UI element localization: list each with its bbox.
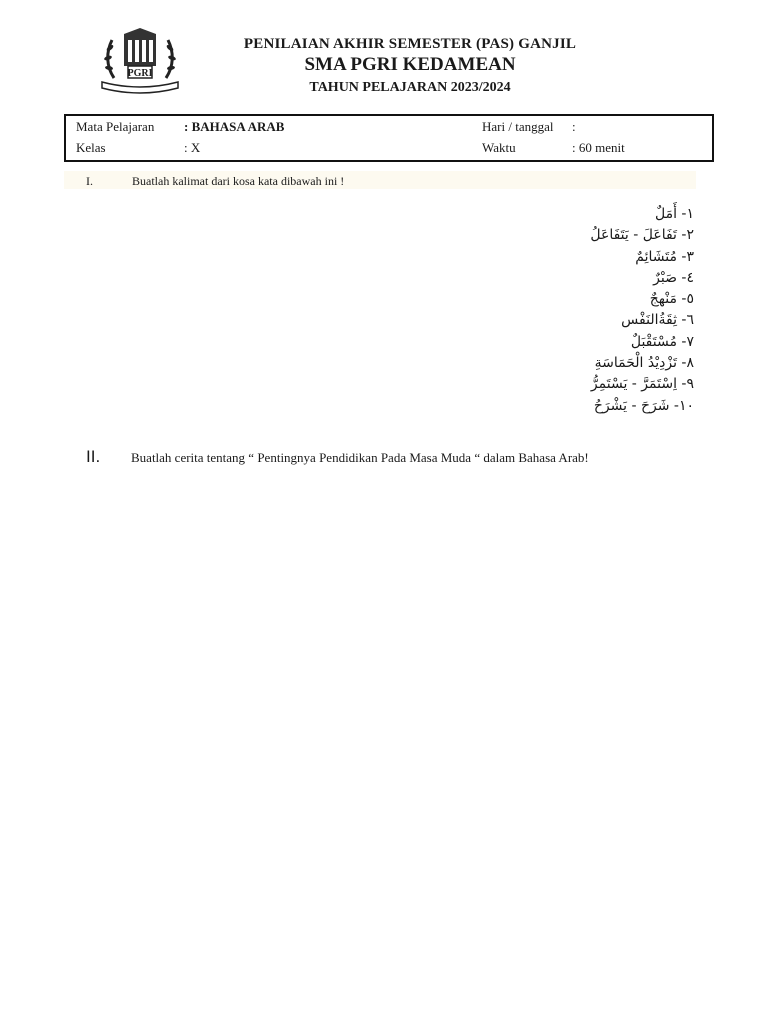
class-label: Kelas: [76, 140, 106, 155]
exam-info-box: [64, 114, 714, 162]
section-1-instruction: Buatlah kalimat dari kosa kata dibawah ini !: [132, 174, 345, 188]
date-value: :: [572, 119, 576, 134]
list-item: ١- أَمَلٌ: [654, 206, 694, 222]
subject-label: Mata Pelajaran: [76, 119, 155, 134]
list-item: ٩- اِسْتَمَرَّ - يَسْتَمِرُّ: [590, 376, 694, 393]
exam-title: PENILAIAN AKHIR SEMESTER (PAS) GANJIL: [243, 36, 577, 52]
school-name: SMA PGRI KEDAMEAN: [304, 54, 516, 75]
section-1-number: I.: [86, 174, 93, 188]
section-2-number: II.: [86, 447, 101, 466]
date-label: Hari / tanggal: [482, 119, 554, 134]
academic-year: TAHUN PELAJARAN 2023/2024: [309, 80, 511, 95]
section-2-instruction: Buatlah cerita tentang “ Pentingnya Pendidikan Pada Masa Muda “ dalam Bahasa Arab!: [131, 450, 589, 465]
list-item: ٣- مُتَشَائِمٌ: [635, 248, 694, 265]
list-item: ٤- صَبْرٌ: [653, 269, 694, 286]
subject-value: : BAHASA ARAB: [184, 119, 285, 134]
list-item: ٧- مُسْتَقْبَلٌ: [630, 333, 694, 350]
list-item: ٦- ثِقَةُالنَفْس: [621, 312, 694, 329]
logo-text: PGRI: [127, 68, 153, 79]
time-label: Waktu: [482, 140, 516, 155]
list-item: ١٠- شَرَحَ - يَشْرَحُ: [593, 397, 694, 414]
vocabulary-list: [590, 204, 694, 417]
list-item: ٥- مَنْهجٌ: [649, 291, 694, 308]
time-value: : 60 menit: [572, 140, 625, 155]
class-value: : X: [184, 140, 201, 155]
section-1-heading: [64, 171, 696, 189]
list-item: ٨- تَزْدِيْدُ الْحَمَاسَةِ: [594, 355, 694, 372]
list-item: ٢- تَفَاعَلَ - يَتَفَاعَلُ: [590, 227, 694, 244]
